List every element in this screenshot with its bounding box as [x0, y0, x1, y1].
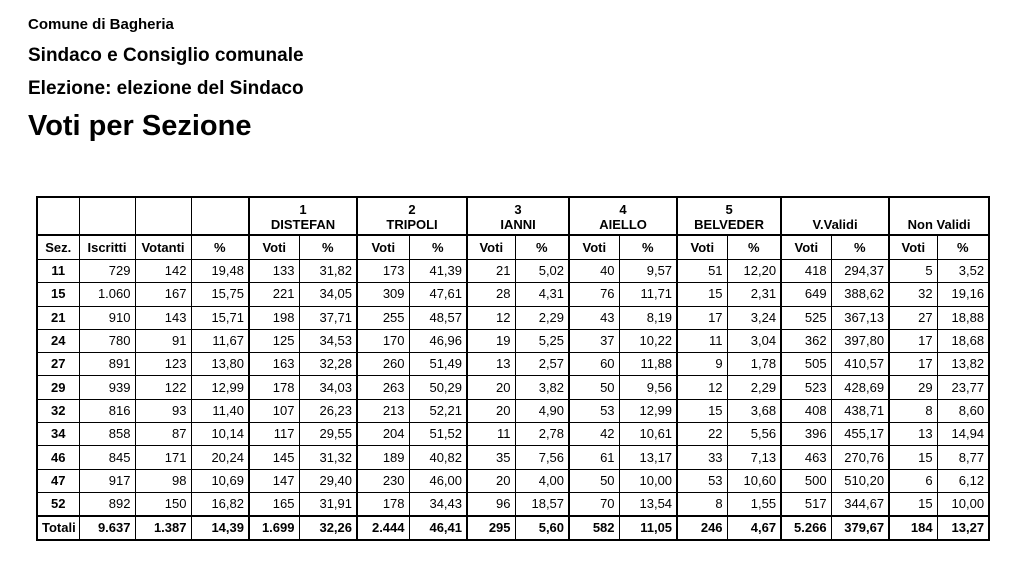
value-cell: 150 [135, 492, 191, 516]
value-cell: 19,48 [191, 260, 249, 283]
value-cell: 396 [781, 423, 831, 446]
value-cell: 213 [357, 399, 409, 422]
value-cell: 19,16 [937, 283, 989, 306]
value-cell: 410,57 [831, 353, 889, 376]
value-cell: 295 [467, 516, 515, 540]
value-cell: 2,29 [515, 306, 569, 329]
table-row [37, 353, 989, 376]
table-row [37, 376, 989, 399]
value-cell: 11 [467, 423, 515, 446]
value-cell: 53 [569, 399, 619, 422]
value-cell: 6 [889, 469, 937, 492]
group-label: Non Validi [907, 217, 971, 232]
value-cell: 8,60 [937, 399, 989, 422]
value-cell: 22 [677, 423, 727, 446]
value-cell: 4,90 [515, 399, 569, 422]
valid-votes-header [781, 197, 889, 235]
value-cell: 53 [677, 469, 727, 492]
value-cell: 20 [467, 399, 515, 422]
municipality-name: Comune di Bagheria [28, 16, 174, 33]
value-cell: 11 [677, 329, 727, 352]
blank-header [135, 197, 191, 235]
value-cell: 31,82 [299, 260, 357, 283]
value-cell: 17 [677, 306, 727, 329]
section-cell: 21 [37, 306, 79, 329]
value-cell: 34,03 [299, 376, 357, 399]
value-cell: 122 [135, 376, 191, 399]
value-cell: 523 [781, 376, 831, 399]
value-cell: 46,41 [409, 516, 467, 540]
value-cell: 845 [79, 446, 135, 469]
value-cell: 20 [467, 469, 515, 492]
value-cell: 2,31 [727, 283, 781, 306]
value-cell: 27 [889, 306, 937, 329]
col-pct: % [191, 235, 249, 260]
col-voti: Voti [889, 235, 937, 260]
value-cell: 31,91 [299, 492, 357, 516]
value-cell: 510,20 [831, 469, 889, 492]
col-pct: % [299, 235, 357, 260]
value-cell: 344,67 [831, 492, 889, 516]
value-cell: 98 [135, 469, 191, 492]
value-cell: 33 [677, 446, 727, 469]
header-row-columns [37, 235, 989, 260]
value-cell: 9,57 [619, 260, 677, 283]
value-cell: 891 [79, 353, 135, 376]
value-cell: 13 [467, 353, 515, 376]
value-cell: 123 [135, 353, 191, 376]
votes-table [36, 196, 990, 541]
value-cell: 34,05 [299, 283, 357, 306]
value-cell: 173 [357, 260, 409, 283]
value-cell: 145 [249, 446, 299, 469]
value-cell: 379,67 [831, 516, 889, 540]
value-cell: 9,56 [619, 376, 677, 399]
value-cell: 13,80 [191, 353, 249, 376]
value-cell: 18,68 [937, 329, 989, 352]
value-cell: 204 [357, 423, 409, 446]
value-cell: 5 [889, 260, 937, 283]
value-cell: 125 [249, 329, 299, 352]
value-cell: 14,39 [191, 516, 249, 540]
value-cell: 12,99 [191, 376, 249, 399]
value-cell: 408 [781, 399, 831, 422]
table-row [37, 306, 989, 329]
value-cell: 11,67 [191, 329, 249, 352]
value-cell: 13,54 [619, 492, 677, 516]
candidate-number: 4 [619, 202, 627, 217]
value-cell: 178 [357, 492, 409, 516]
col-pct: % [937, 235, 989, 260]
value-cell: 270,76 [831, 446, 889, 469]
value-cell: 189 [357, 446, 409, 469]
value-cell: 8 [889, 399, 937, 422]
value-cell: 917 [79, 469, 135, 492]
value-cell: 15 [677, 399, 727, 422]
col-voti: Voti [357, 235, 409, 260]
value-cell: 41,39 [409, 260, 467, 283]
value-cell: 2,78 [515, 423, 569, 446]
section-cell: 34 [37, 423, 79, 446]
section-cell: 15 [37, 283, 79, 306]
value-cell: 15 [889, 446, 937, 469]
table-row [37, 399, 989, 422]
value-cell: 51,52 [409, 423, 467, 446]
value-cell: 10,14 [191, 423, 249, 446]
value-cell: 4,00 [515, 469, 569, 492]
value-cell: 858 [79, 423, 135, 446]
value-cell: 143 [135, 306, 191, 329]
value-cell: 15,71 [191, 306, 249, 329]
value-cell: 60 [569, 353, 619, 376]
value-cell: 4,31 [515, 283, 569, 306]
table-row [37, 260, 989, 283]
value-cell: 8 [677, 492, 727, 516]
value-cell: 51,49 [409, 353, 467, 376]
candidate-name: TRIPOLI [386, 217, 438, 232]
value-cell: 9.637 [79, 516, 135, 540]
value-cell: 42 [569, 423, 619, 446]
value-cell: 3,04 [727, 329, 781, 352]
value-cell: 47,61 [409, 283, 467, 306]
value-cell: 5,02 [515, 260, 569, 283]
value-cell: 5,60 [515, 516, 569, 540]
value-cell: 5,25 [515, 329, 569, 352]
col-voti: Voti [569, 235, 619, 260]
value-cell: 892 [79, 492, 135, 516]
election-type: Elezione: elezione del Sindaco [28, 78, 304, 99]
value-cell: 13 [889, 423, 937, 446]
section-cell: 52 [37, 492, 79, 516]
value-cell: 388,62 [831, 283, 889, 306]
value-cell: 3,52 [937, 260, 989, 283]
table-row [37, 469, 989, 492]
value-cell: 294,37 [831, 260, 889, 283]
value-cell: 1.699 [249, 516, 299, 540]
value-cell: 76 [569, 283, 619, 306]
value-cell: 5.266 [781, 516, 831, 540]
value-cell: 12,20 [727, 260, 781, 283]
candidate-name: DISTEFAN [270, 217, 336, 232]
value-cell: 29,55 [299, 423, 357, 446]
candidate-number: 2 [408, 202, 416, 217]
value-cell: 167 [135, 283, 191, 306]
section-cell: 47 [37, 469, 79, 492]
value-cell: 3,24 [727, 306, 781, 329]
value-cell: 178 [249, 376, 299, 399]
value-cell: 15 [677, 283, 727, 306]
value-cell: 40,82 [409, 446, 467, 469]
election-body: Sindaco e Consiglio comunale [28, 45, 304, 66]
value-cell: 50 [569, 469, 619, 492]
value-cell: 2,57 [515, 353, 569, 376]
value-cell: 117 [249, 423, 299, 446]
value-cell: 163 [249, 353, 299, 376]
candidate-name: BELVEDER [694, 217, 764, 232]
candidate-header-3 [467, 197, 569, 235]
candidate-header-5 [677, 197, 781, 235]
value-cell: 17 [889, 329, 937, 352]
value-cell: 910 [79, 306, 135, 329]
value-cell: 5,56 [727, 423, 781, 446]
candidate-header-1 [249, 197, 357, 235]
totals-row [37, 516, 989, 540]
candidate-number: 1 [299, 202, 307, 217]
value-cell: 418 [781, 260, 831, 283]
value-cell: 230 [357, 469, 409, 492]
value-cell: 11,88 [619, 353, 677, 376]
value-cell: 428,69 [831, 376, 889, 399]
value-cell: 23,77 [937, 376, 989, 399]
value-cell: 649 [781, 283, 831, 306]
value-cell: 46,00 [409, 469, 467, 492]
value-cell: 35 [467, 446, 515, 469]
section-cell: 32 [37, 399, 79, 422]
value-cell: 11,05 [619, 516, 677, 540]
value-cell: 13,82 [937, 353, 989, 376]
col-pct: % [831, 235, 889, 260]
value-cell: 9 [677, 353, 727, 376]
value-cell: 31,32 [299, 446, 357, 469]
value-cell: 198 [249, 306, 299, 329]
value-cell: 221 [249, 283, 299, 306]
value-cell: 20,24 [191, 446, 249, 469]
col-pct: % [409, 235, 467, 260]
value-cell: 455,17 [831, 423, 889, 446]
value-cell: 91 [135, 329, 191, 352]
table-row [37, 492, 989, 516]
value-cell: 255 [357, 306, 409, 329]
value-cell: 20 [467, 376, 515, 399]
value-cell: 40 [569, 260, 619, 283]
value-cell: 1.060 [79, 283, 135, 306]
value-cell: 61 [569, 446, 619, 469]
value-cell: 10,60 [727, 469, 781, 492]
value-cell: 12,99 [619, 399, 677, 422]
value-cell: 48,57 [409, 306, 467, 329]
value-cell: 367,13 [831, 306, 889, 329]
candidate-name: AIELLO [599, 217, 647, 232]
value-cell: 500 [781, 469, 831, 492]
value-cell: 13,17 [619, 446, 677, 469]
value-cell: 28 [467, 283, 515, 306]
value-cell: 3,68 [727, 399, 781, 422]
value-cell: 505 [781, 353, 831, 376]
candidate-header-4 [569, 197, 677, 235]
value-cell: 3,82 [515, 376, 569, 399]
value-cell: 4,67 [727, 516, 781, 540]
value-cell: 32,26 [299, 516, 357, 540]
table-row [37, 446, 989, 469]
value-cell: 29,40 [299, 469, 357, 492]
value-cell: 18,57 [515, 492, 569, 516]
value-cell: 1.387 [135, 516, 191, 540]
value-cell: 309 [357, 283, 409, 306]
value-cell: 21 [467, 260, 515, 283]
value-cell: 96 [467, 492, 515, 516]
value-cell: 15 [889, 492, 937, 516]
col-iscritti: Iscritti [79, 235, 135, 260]
value-cell: 51 [677, 260, 727, 283]
value-cell: 10,00 [937, 492, 989, 516]
col-voti: Voti [467, 235, 515, 260]
value-cell: 438,71 [831, 399, 889, 422]
candidate-name: IANNI [500, 217, 536, 232]
value-cell: 19 [467, 329, 515, 352]
value-cell: 32 [889, 283, 937, 306]
value-cell: 246 [677, 516, 727, 540]
section-cell: 29 [37, 376, 79, 399]
value-cell: 50 [569, 376, 619, 399]
value-cell: 7,56 [515, 446, 569, 469]
value-cell: 34,53 [299, 329, 357, 352]
value-cell: 17 [889, 353, 937, 376]
value-cell: 43 [569, 306, 619, 329]
value-cell: 16,82 [191, 492, 249, 516]
value-cell: 7,13 [727, 446, 781, 469]
value-cell: 816 [79, 399, 135, 422]
candidate-header-2 [357, 197, 467, 235]
value-cell: 780 [79, 329, 135, 352]
value-cell: 170 [357, 329, 409, 352]
value-cell: 10,22 [619, 329, 677, 352]
value-cell: 397,80 [831, 329, 889, 352]
page-title: Voti per Sezione [28, 110, 252, 142]
section-cell: 46 [37, 446, 79, 469]
table-row [37, 423, 989, 446]
value-cell: 142 [135, 260, 191, 283]
value-cell: 8,77 [937, 446, 989, 469]
section-cell: 24 [37, 329, 79, 352]
value-cell: 171 [135, 446, 191, 469]
value-cell: 517 [781, 492, 831, 516]
table-row [37, 283, 989, 306]
value-cell: 107 [249, 399, 299, 422]
value-cell: 10,69 [191, 469, 249, 492]
value-cell: 1,55 [727, 492, 781, 516]
value-cell: 50,29 [409, 376, 467, 399]
value-cell: 12 [677, 376, 727, 399]
value-cell: 15,75 [191, 283, 249, 306]
value-cell: 12 [467, 306, 515, 329]
candidate-number: 3 [514, 202, 522, 217]
value-cell: 729 [79, 260, 135, 283]
value-cell: 362 [781, 329, 831, 352]
section-cell: 11 [37, 260, 79, 283]
col-sez: Sez. [37, 235, 79, 260]
value-cell: 263 [357, 376, 409, 399]
value-cell: 32,28 [299, 353, 357, 376]
value-cell: 6,12 [937, 469, 989, 492]
col-pct: % [727, 235, 781, 260]
value-cell: 52,21 [409, 399, 467, 422]
col-votanti: Votanti [135, 235, 191, 260]
value-cell: 37,71 [299, 306, 357, 329]
header-row-candidates [37, 197, 989, 235]
blank-header [37, 197, 79, 235]
col-voti: Voti [781, 235, 831, 260]
value-cell: 1,78 [727, 353, 781, 376]
value-cell: 11,40 [191, 399, 249, 422]
value-cell: 165 [249, 492, 299, 516]
value-cell: 2.444 [357, 516, 409, 540]
section-cell: 27 [37, 353, 79, 376]
value-cell: 46,96 [409, 329, 467, 352]
value-cell: 18,88 [937, 306, 989, 329]
value-cell: 939 [79, 376, 135, 399]
value-cell: 14,94 [937, 423, 989, 446]
value-cell: 133 [249, 260, 299, 283]
value-cell: 13,27 [937, 516, 989, 540]
value-cell: 10,00 [619, 469, 677, 492]
section-cell: Totali [37, 516, 79, 540]
value-cell: 260 [357, 353, 409, 376]
blank-header [191, 197, 249, 235]
value-cell: 87 [135, 423, 191, 446]
value-cell: 184 [889, 516, 937, 540]
col-voti: Voti [249, 235, 299, 260]
invalid-votes-header [889, 197, 989, 235]
group-label: V.Validi [812, 217, 858, 232]
value-cell: 34,43 [409, 492, 467, 516]
value-cell: 29 [889, 376, 937, 399]
value-cell: 11,71 [619, 283, 677, 306]
col-voti: Voti [677, 235, 727, 260]
table-row [37, 329, 989, 352]
value-cell: 463 [781, 446, 831, 469]
value-cell: 582 [569, 516, 619, 540]
value-cell: 37 [569, 329, 619, 352]
value-cell: 10,61 [619, 423, 677, 446]
value-cell: 2,29 [727, 376, 781, 399]
col-pct: % [515, 235, 569, 260]
blank-header [79, 197, 135, 235]
value-cell: 8,19 [619, 306, 677, 329]
value-cell: 93 [135, 399, 191, 422]
value-cell: 70 [569, 492, 619, 516]
candidate-number: 5 [725, 202, 733, 217]
value-cell: 147 [249, 469, 299, 492]
value-cell: 525 [781, 306, 831, 329]
value-cell: 26,23 [299, 399, 357, 422]
col-pct: % [619, 235, 677, 260]
